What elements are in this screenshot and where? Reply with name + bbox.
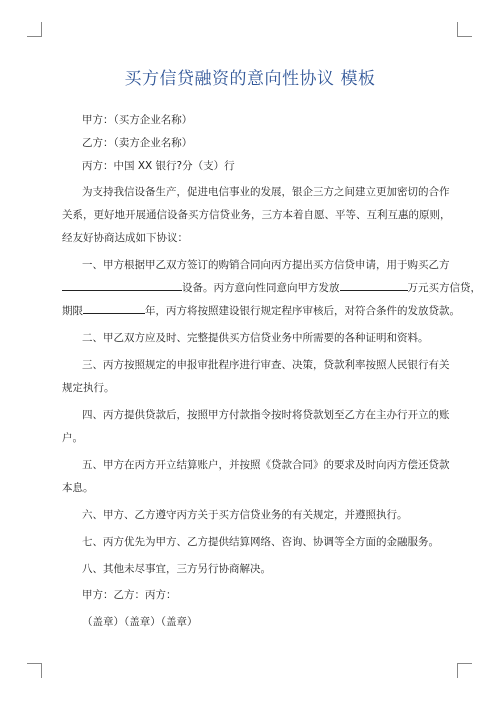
clause-1 — [62, 254, 481, 323]
clause-line: 户。 — [62, 432, 83, 444]
clause-line — [62, 300, 460, 323]
intro-line: 经友好协商达成如下协议： — [62, 232, 188, 244]
clause-line: 本息。 — [62, 482, 94, 494]
seal-line: （盖章）（盖章）（盖章） — [82, 616, 198, 628]
page-corner-mark — [457, 22, 472, 37]
clause-3 — [62, 354, 450, 400]
clause-7: 七、丙方优先为甲方、乙方提供结算网络、咨询、协调等全方面的金融服务。 — [82, 536, 439, 548]
blank-field — [83, 302, 145, 314]
page-corner-mark — [27, 22, 42, 37]
blank-field — [62, 279, 182, 291]
document-body — [62, 112, 481, 629]
clause-line: 三、丙方按照规定的申报审批程序进行审查、决策，贷款利率按照人民银行有关 — [82, 359, 450, 371]
clause-line: 五、甲方在丙方开立结算账户，并按照《贷款合同》的要求及时向丙方偿还贷款 — [82, 459, 450, 471]
page-corner-mark — [27, 663, 42, 678]
party-b-line: 乙方：（卖方企业名称） — [82, 137, 193, 149]
clause-line: 规定执行。 — [62, 382, 115, 394]
clause-text: 设备。丙方意向性同意向甲方发放 — [182, 282, 340, 294]
page-corner-mark — [457, 663, 472, 678]
clause-8: 八、其他未尽事宜，三方另行协商解决。 — [82, 563, 271, 575]
clause-line: 四、丙方提供贷款后，按照甲方付款指令按时将贷款划至乙方在主办行开立的账 — [82, 409, 450, 421]
blank-field — [340, 279, 408, 291]
clause-6: 六、甲方、乙方遵守丙方关于买方信贷业务的有关规定，并遵照执行。 — [82, 509, 408, 521]
clause-text: 万元买方信贷， — [407, 282, 481, 294]
clause-text: 年，丙方将按照建设银行规定程序审核后，对符合条件的发放贷款。 — [145, 305, 460, 317]
clause-text: 期限 — [62, 305, 83, 317]
party-a-line: 甲方：（买方企业名称） — [82, 114, 193, 126]
intro-paragraph — [62, 181, 451, 250]
clause-2: 二、甲乙双方应及时、完整提供买方信贷业务中所需要的各种证明和资料。 — [82, 332, 429, 344]
signature-line: 甲方：乙方：丙方： — [82, 589, 177, 601]
clause-5 — [62, 454, 450, 500]
clause-line: 一、甲方根据甲乙双方签订的购销合同向丙方提出买方信贷申请，用于购买乙方 — [82, 259, 450, 271]
clause-4 — [62, 404, 450, 450]
document-title: 买方信贷融资的意向性协议 模板 — [124, 69, 376, 89]
intro-line: 为支持我信设备生产，促进电信事业的发展，银企三方之间建立更加密切的合作 — [82, 186, 450, 198]
party-c-line: 丙方：中国 XX 银行?分（支）行 — [82, 160, 235, 172]
intro-line: 关系，更好地开展通信设备买方信贷业务，三方本着自愿、平等、互利互惠的原则， — [62, 209, 451, 221]
clause-line — [62, 277, 481, 300]
